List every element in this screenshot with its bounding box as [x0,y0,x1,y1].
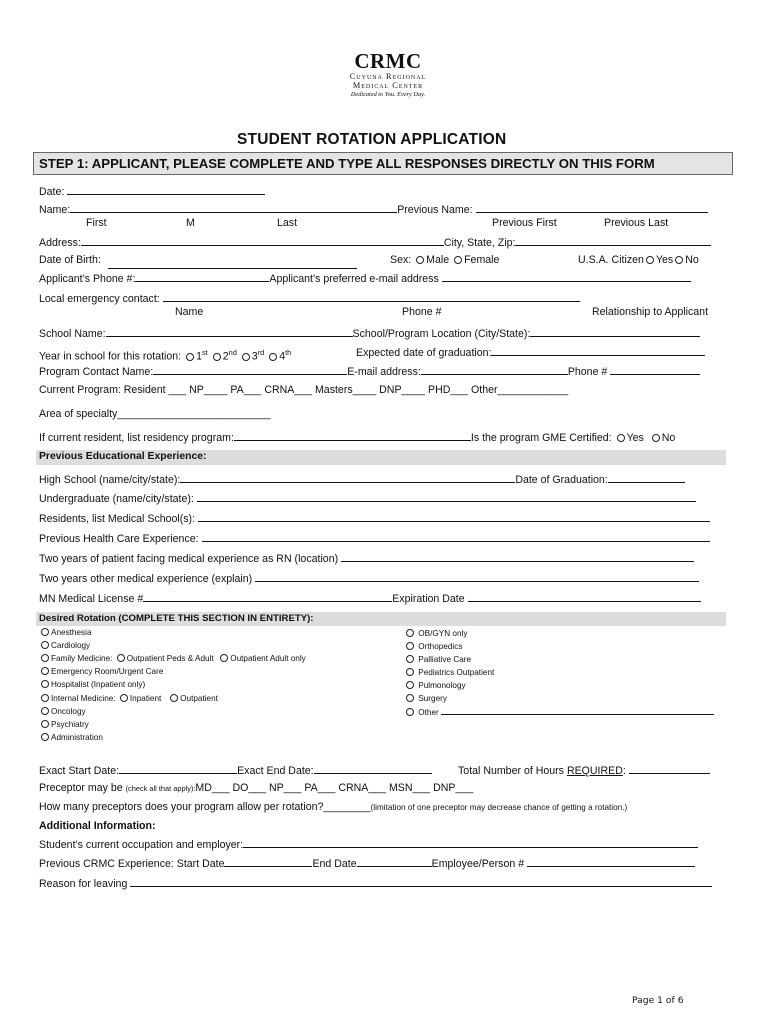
rotation-right-list [404,627,714,719]
crmc-start-label: Previous CRMC Experience: Start Date [39,858,225,870]
preceptor-hint: (check all that apply): [125,784,196,793]
year-2-label: 2 [222,350,229,363]
high-school-field[interactable] [180,473,515,483]
citizen-no-radio[interactable] [675,256,683,264]
rotation-psychiatry-radio[interactable] [41,720,49,728]
rotation-option [39,653,306,666]
rotation-family-medicine-label: Family Medicine: [51,653,113,663]
logo-line2: Medical Center [352,81,424,90]
phone-row [39,272,691,286]
name-field[interactable] [70,203,397,213]
applicant-phone-field[interactable] [135,272,269,282]
rotation-palliative-label: Palliative Care [418,655,472,665]
program-email-label: E-mail address: [347,366,421,378]
rotation-emergency-label: Emergency Room/Urgent Care [51,666,164,676]
medical-school-row [39,512,710,526]
rotation-oncology-radio[interactable] [41,707,49,715]
residency-row [39,431,675,445]
rotation-left-list [39,627,306,745]
previous-name-field[interactable] [476,203,708,213]
emergency-row [39,292,580,306]
rotation-cardiology-label: Cardiology [51,640,91,650]
year-1-label: 1 [196,350,202,363]
other-experience-label: Two years other medical experience (explain) [39,573,253,585]
preceptor-row [39,782,473,795]
im-outpatient-label: Outpatient [180,693,218,703]
occupation-field[interactable] [243,838,698,848]
preceptor-count-row [39,801,627,814]
contact-row [39,365,700,379]
area-of-specialty: Area of specialty__________________________ [39,408,271,420]
rotation-surgery-radio[interactable] [406,694,414,702]
logo-line1: Cuyuna Regional [349,72,427,81]
address-row [39,236,711,250]
high-school-row [39,473,685,487]
rotation-orthopedics-label: Orthopedics [418,642,463,652]
end-date-field[interactable] [314,764,432,774]
health-care-field[interactable] [202,532,710,542]
rotation-anesthesia-label: Anesthesia [51,628,92,637]
rotation-option [39,719,306,732]
start-date-label: Exact Start Date: [39,765,120,777]
rotation-option [39,679,306,692]
crmc-experience-row [39,857,695,871]
school-name-field[interactable] [106,327,353,337]
year-3-suffix: rd [257,348,265,357]
hours-required: REQUIRED [566,765,623,777]
im-outpatient-radio[interactable] [170,694,178,702]
rotation-option [39,640,306,653]
rotation-option [404,640,714,653]
sex-female-label: Female [464,254,500,266]
program-phone-label: Phone # [567,366,608,378]
rotation-option [39,732,306,745]
education-section-header [36,450,726,465]
start-date-field[interactable] [119,764,237,774]
rotation-pulmonology-label: Pulmonology [418,681,466,691]
citizen-label: U.S.A. Citizen [578,254,644,266]
im-inpatient-label: Inpatient [129,693,162,703]
rn-experience-row [39,552,694,566]
employee-label: Employee/Person # [431,858,525,870]
grad-date-field[interactable] [491,346,705,356]
citizen-no-label: No [685,254,699,266]
rotation-option [404,627,714,640]
rotation-pediatrics-label: Pediatrics Outpatient [418,668,495,678]
rotation-obgyn-label: OB/GYN only [418,629,468,638]
sex-label: Sex: [390,254,412,266]
rotation-pulmonology-radio[interactable] [406,681,414,689]
previous-first-hint: Previous First [492,217,557,229]
crmc-end-field[interactable] [357,857,432,867]
year-2-radio[interactable] [213,353,221,361]
school-location-label: School/Program Location (City/State): [352,328,531,340]
expiration-label: Expiration Date [392,593,465,605]
year-4-suffix: th [285,348,292,357]
education-header-text: Previous Educational Experience: [39,451,207,462]
date-row [39,185,265,199]
rotation-cardiology-radio[interactable] [41,641,49,649]
year-in-school-label: Year in school for this rotation: [39,350,182,363]
contact-name-field[interactable] [153,365,347,375]
im-inpatient-radio[interactable] [120,694,128,702]
name-last-hint: Last [277,217,298,229]
high-school-label: High School (name/city/state): [39,474,181,486]
rn-experience-label: Two years of patient facing medical experience as RN (location) [39,553,339,565]
reason-label: Reason for leaving [39,878,128,890]
citizen-yes-radio[interactable] [646,256,654,264]
graduation-field[interactable] [608,473,685,483]
name-first-hint: First [86,217,107,229]
undergrad-label: Undergraduate (name/city/state): [39,493,194,505]
name-label: Name: [39,204,71,216]
program-email-field[interactable] [421,365,568,375]
rotation-option [39,706,306,719]
email-pref-label: Applicant’s preferred e-mail address [269,273,439,285]
rotation-header-text: Desired Rotation (COMPLETE THIS SECTION IN ENTIRETY): [39,613,314,624]
rotation-internal-medicine-radio[interactable] [41,694,49,702]
sex-male-label: Male [426,254,450,266]
rotation-anesthesia-radio[interactable] [41,628,49,636]
other-experience-row [39,572,699,586]
logo-tagline: Dedicated to You. Every Day. [350,91,426,98]
school-name-label: School Name: [39,328,106,340]
reason-row [39,877,712,891]
occupation-row [39,838,698,852]
gme-no-label: No [661,432,676,444]
other-experience-field[interactable] [255,572,699,582]
medical-school-field[interactable] [198,512,710,522]
rotation-option [404,666,714,679]
step1-text: STEP 1: APPLICANT, PLEASE COMPLETE AND TYPE ALL RESPONSES DIRECTLY ON THIS FORM [39,156,655,171]
rotation-other-field[interactable] [441,707,714,715]
license-row [39,592,701,606]
gme-no-radio[interactable] [652,434,660,442]
crmc-start-field[interactable] [224,857,312,867]
rotation-internal-medicine-label: Internal Medicine: [51,693,116,703]
sex-female-radio[interactable] [454,256,462,264]
crmc-end-label: End Date [312,858,357,870]
rotation-obgyn-radio[interactable] [406,629,414,637]
previous-last-hint: Previous Last [604,217,669,229]
city-state-zip-label: City, State, Zip: [443,237,516,249]
year-4-radio[interactable] [269,353,277,361]
address-label: Address: [39,237,81,249]
rotation-option [404,653,714,666]
rotation-section-header [36,612,726,626]
additional-info-header: Additional Information: [39,820,156,832]
emergency-field[interactable] [163,292,580,302]
residency-field[interactable] [234,431,471,441]
sex-group [390,254,499,267]
health-care-row [39,532,710,546]
rotation-emergency-radio[interactable] [41,667,49,675]
year-in-school-group [39,346,291,364]
expiration-field[interactable] [468,592,701,602]
rotation-palliative-radio[interactable] [406,655,414,663]
fm-peds-adult-label: Outpatient Peds & Adult [126,653,214,663]
gme-label: Is the program GME Certified: [470,432,612,444]
occupation-label: Student’s current occupation and employer: [39,839,244,851]
preceptor-types: MD___ DO___ NP___ PA___ CRNA___ MSN___ DNP___ [195,782,474,794]
year-2-suffix: nd [228,348,237,357]
emergency-phone-hint: Phone # [402,306,442,318]
rotation-hospitalist-radio[interactable] [41,680,49,688]
rotation-other-label: Other [418,707,439,717]
rotation-psychiatry-label: Psychiatry [51,720,89,730]
current-program: Current Program: Resident ___ NP____ PA___ CRNA___ Masters____ DNP____ PHD___ Other____________ [39,384,569,396]
end-date-label: Exact End Date: [237,765,314,777]
gme-yes-label: Yes [626,432,644,444]
reason-field[interactable] [130,877,712,887]
program-phone-field[interactable] [610,365,700,375]
health-care-label: Previous Health Care Experience: [39,533,199,545]
grad-date-row [356,346,705,360]
rotation-hospitalist-label: Hospitalist (Inpatient only) [51,679,146,689]
hours-label: Total Number of Hours [458,765,564,777]
residency-label: If current resident, list residency program: [39,432,234,444]
date-label: Date: [39,186,65,198]
rotation-other-radio[interactable] [406,708,414,716]
emergency-name-hint: Name [175,306,204,318]
preceptor-label: Preceptor may be [39,782,123,794]
crmc-logo [336,50,440,98]
contact-name-label: Program Contact Name: [39,366,154,378]
license-field[interactable] [143,592,392,602]
email-pref-field[interactable] [442,272,691,282]
year-3-label: 3 [251,350,258,363]
school-row [39,327,700,341]
address-field[interactable] [81,236,444,246]
undergrad-field[interactable] [197,492,696,502]
name-row [39,203,708,217]
date-field[interactable] [67,185,265,195]
employee-field[interactable] [527,857,695,867]
rotation-family-medicine-radio[interactable] [41,654,49,662]
rotation-administration-radio[interactable] [41,733,49,741]
step1-banner [33,152,733,175]
name-m-hint: M [186,217,195,229]
fm-peds-adult-radio[interactable] [117,654,125,662]
rotation-administration-label: Administration [51,733,103,743]
rotation-option [39,627,306,640]
emergency-label: Local emergency contact: [39,293,160,305]
preceptor-count-label: How many preceptors does your program allow per rotation?________ [39,801,371,813]
rotation-surgery-label: Surgery [418,694,447,704]
preceptor-note: (limitation of one preceptor may decrease chance of getting a rotation.) [370,803,628,812]
hours-field[interactable] [629,764,710,774]
year-4-label: 4 [279,350,286,363]
logo-name: CRMC [354,49,422,73]
sex-male-radio[interactable] [416,256,424,264]
license-label: MN Medical License # [39,593,144,605]
dob-label: Date of Birth: [39,254,101,266]
citizen-yes-label: Yes [655,254,674,266]
rotation-option [404,706,714,719]
hours-row: Total Number of Hours REQUIRED: [458,764,710,778]
rotation-orthopedics-radio[interactable] [406,642,414,650]
medical-school-label: Residents, list Medical School(s): [39,513,196,525]
rn-experience-field[interactable] [341,552,694,562]
rotation-pediatrics-radio[interactable] [406,668,414,676]
city-state-zip-field[interactable] [515,236,711,246]
dob-field[interactable] [108,259,357,269]
emergency-relationship-hint: Relationship to Applicant [592,306,709,318]
graduation-label: Date of Graduation: [515,474,608,486]
page-title: STUDENT ROTATION APPLICATION [237,131,507,148]
school-location-field[interactable] [530,327,700,337]
applicant-phone-label: Applicant’s Phone #: [39,273,136,285]
rotation-option [39,693,306,706]
rotation-option [404,692,714,705]
grad-date-label: Expected date of graduation: [356,347,492,359]
fm-adult-only-radio[interactable] [220,654,228,662]
citizen-group [578,254,699,267]
rotation-option [404,679,714,692]
year-1-suffix: st [201,348,208,357]
year-1-radio[interactable] [186,353,194,361]
year-3-radio[interactable] [242,353,250,361]
previous-name-label: Previous Name: [397,204,473,216]
gme-yes-radio[interactable] [617,434,625,442]
page-number: Page 1 of 6 [632,995,684,1006]
fm-adult-only-label: Outpatient Adult only [230,653,306,663]
rotation-option [39,666,306,679]
undergrad-row [39,492,696,506]
rotation-oncology-label: Oncology [51,707,86,717]
dates-row [39,764,432,778]
